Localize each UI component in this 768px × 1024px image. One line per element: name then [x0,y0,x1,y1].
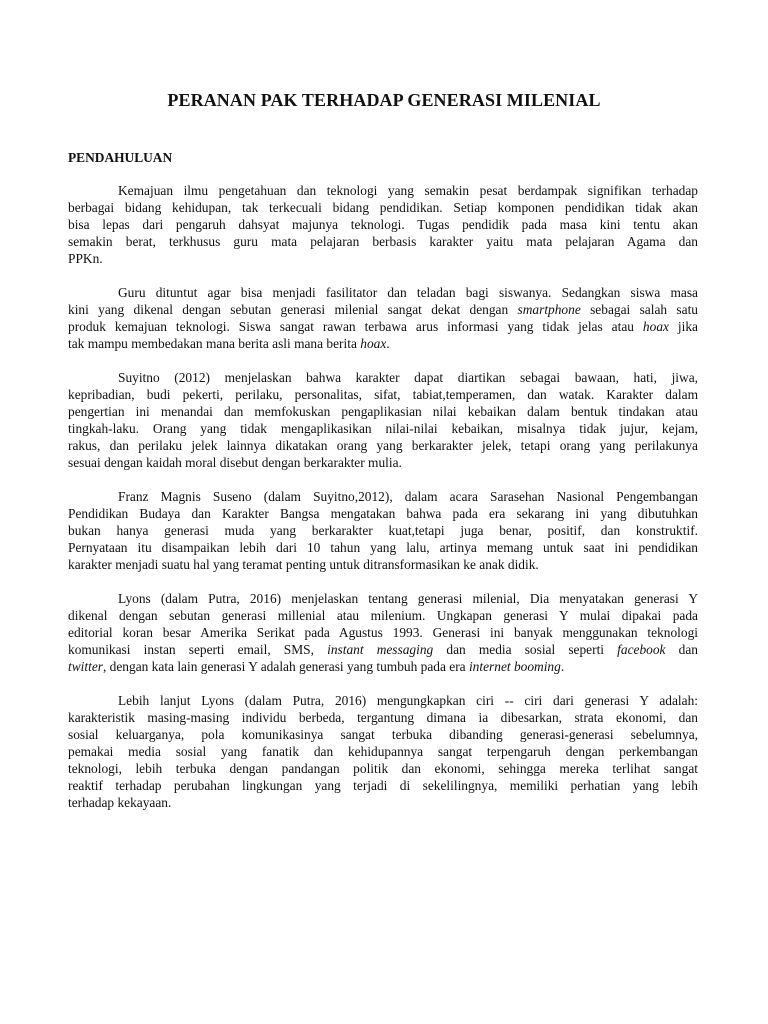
text-segment: , dengan kata lain generasi Y adalah generasi yang tumbuh pada era [102,659,469,674]
text-segment: jika [668,319,698,334]
text-line [68,488,698,505]
text-segment: sesuai dengan kaidah moral disebut dengan berkarakter mulia. [68,455,402,470]
text-segment: Franz Magnis Suseno (dalam Suyitno,2012), dalam acara Sarasehan Nasional Pengembangan [118,489,698,504]
text-segment: terhadap kekayaan. [68,795,172,810]
text-line [68,301,698,318]
text-segment: editorial koran besar Amerika Serikat pada Agustus 1993. Generasi ini banyak menggunakan teknologi [68,625,698,640]
text-line [68,692,698,709]
text-segment: teknologi, lebih terbuka dengan pandangan politik dan ekonomi, sehingga mereka terlihat sangat [68,761,698,776]
text-line [68,199,698,216]
italic-term: hoax [642,319,669,334]
text-segment: Guru dituntut agar bisa menjadi fasilitator dan teladan bagi siswanya. Sedangkan siswa masa [118,285,698,300]
text-line [68,386,698,403]
text-line [68,726,698,743]
paragraph-4 [68,488,698,573]
text-line [68,182,698,199]
text-line [68,505,698,522]
text-segment: kepribadian, budi pekerti, perilaku, personalitas, sifat, tabiat,temperamen, dan watak. Karakter dalam [68,387,698,402]
text-line [68,658,698,675]
text-line [68,216,698,233]
text-line [68,369,698,386]
text-line [68,233,698,250]
text-segment: tingkah-laku. Orang yang tidak mengaplikasikan nilai-nilai kebaikan, misalnya tidak jujur, kejam, [68,421,698,436]
text-segment: produk kemajuan teknologi. Siswa sangat rawan terbawa arus informasi yang tidak jelas atau [68,319,643,334]
section-heading: PENDAHULUAN [68,150,173,165]
text-segment: reaktif terhadap perubahan lingkungan yang terjadi di sekelilingnya, memiliki perhatian yang lebih [68,778,698,793]
text-segment: bisa lepas dari pengaruh dahsyat majunya teknologi. Tugas pendidik pada masa kini tentu akan [68,217,698,232]
text-line [68,284,698,301]
paragraph-2 [68,284,698,352]
italic-term: twitter [68,659,103,674]
italic-term: hoax [360,336,387,351]
text-line [68,624,698,641]
text-line [68,539,698,556]
text-line [68,420,698,437]
text-segment: pemakai media sosial yang fanatik dan kehidupannya sangat terpengaruh dengan perkembangan [68,744,698,759]
text-segment: sosial keluarganya, pola komunikasinya sangat terbuka dibanding generasi-generasi sebelumnya, [68,727,698,742]
italic-term: instant messaging [327,642,434,657]
text-segment: . [560,659,565,674]
text-segment: semakin berat, terkhusus guru mata pelajaran berbasis karakter yaitu mata pelajaran Agama dan [68,234,698,249]
italic-term: internet booming [468,659,561,674]
text-line [68,403,698,420]
text-line [68,607,698,624]
text-segment: Kemajuan ilmu pengetahuan dan teknologi yang semakin pesat berdampak signifikan terhadap [118,183,698,198]
text-segment: Pendidikan Budaya dan Karakter Bangsa mengatakan bahwa pada era sekarang ini yang dibutuhkan [68,506,698,521]
text-line [68,760,698,777]
text-segment: PPKn. [68,251,103,266]
text-segment: Suyitno (2012) menjelaskan bahwa karakter dapat diartikan sebagai bawaan, hati, jiwa, [118,370,698,385]
text-segment: berbagai bidang kehidupan, tak terkecuali bidang pendidikan. Setiap komponen pendidikan tidak akan [68,200,698,215]
text-line [68,522,698,539]
text-segment: karakter menjadi suatu hal yang teramat penting untuk ditransformasikan ke anak didik. [68,557,539,572]
paragraph-1 [68,182,698,267]
paragraph-3 [68,369,698,471]
text-line [68,743,698,760]
text-segment: . [386,336,390,351]
text-line [68,335,698,352]
text-segment: Lyons (dalam Putra, 2016) menjelaskan tentang generasi milenial, Dia menyatakan generasi Y [118,591,698,606]
text-segment: dan media sosial seperti [433,642,618,657]
text-line [68,250,698,267]
text-line [68,794,698,811]
text-line [68,437,698,454]
text-segment: pengertian ini menandai dan memfokuskan pengaplikasian nilai kebaikan dalam bentuk tindakan atau [68,404,698,419]
paragraph-5 [68,590,698,675]
document-body [68,182,698,828]
paragraph-6 [68,692,698,811]
text-segment: kini yang dikenal dengan sebutan generasi milenial sangat dekat dengan [68,302,518,317]
text-segment: komunikasi instan seperti email, SMS, [68,642,328,657]
text-segment: rakus, dan perilaku jelek lainnya dikatakan orang yang berkarakter jelek, tetapi orang yang perilakunya [68,438,698,453]
text-line [68,777,698,794]
text-segment: bukan hanya generasi muda yang berkarakter kuat,tetapi juga benar, positif, dan konstruktif. [68,523,698,538]
text-segment: dikenal dengan sebutan generasi millenial atau milenium. Ungkapan generasi Y mulai dipakai pada [68,608,698,623]
text-segment: tak mampu membedakan mana berita asli mana berita [68,336,361,351]
text-line [68,556,698,573]
text-line [68,641,698,658]
text-segment: dan [665,642,698,657]
document-title: PERANAN PAK TERHADAP GENERASI MILENIAL [167,90,601,110]
text-segment: Lebih lanjut Lyons (dalam Putra, 2016) mengungkapkan ciri -- ciri dari generasi Y adalah: [118,693,698,708]
text-line [68,709,698,726]
text-segment: karakteristik masing-masing individu berbeda, tergantung dimana ia dibesarkan, strata ekonomi, dan [68,710,698,725]
text-line [68,318,698,335]
text-line [68,590,698,607]
italic-term: facebook [617,642,666,657]
text-segment: Pernyataan itu disampaikan lebih dari 10 tahun yang lalu, artinya memang untuk saat ini pendidikan [68,540,698,555]
text-line [68,454,698,471]
italic-term: smartphone [517,302,581,317]
text-segment: sebagai salah satu [580,302,698,317]
